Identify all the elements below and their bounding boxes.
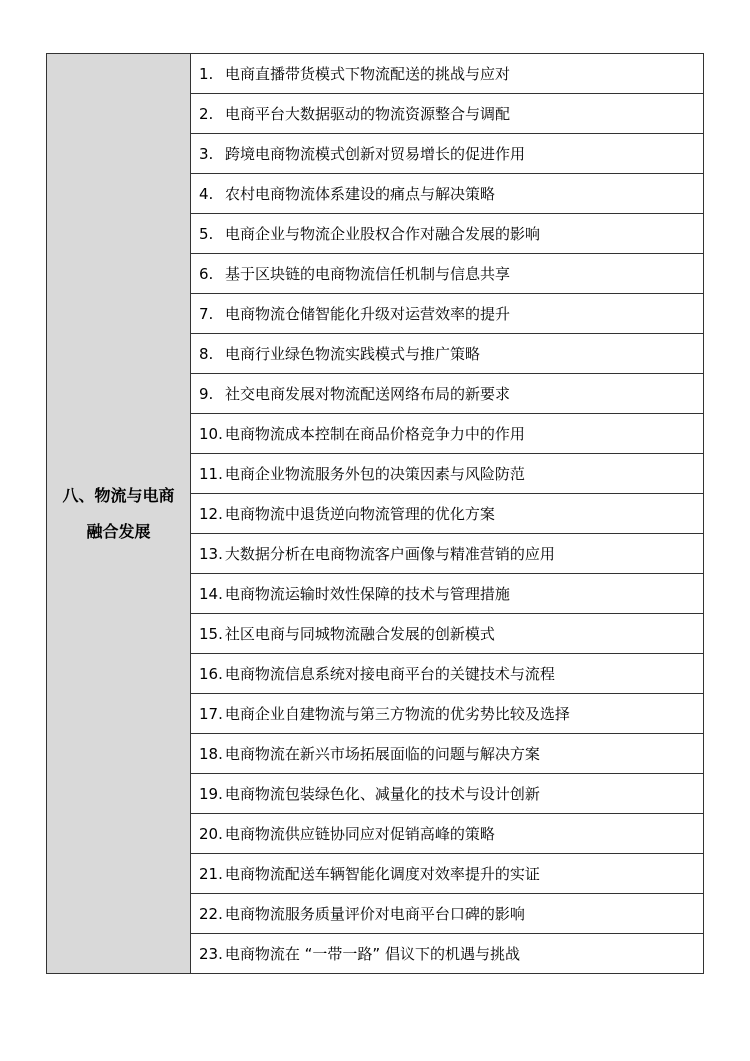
- topic-table-body: [47, 54, 704, 974]
- topic-number: 20.: [199, 825, 223, 843]
- topic-cell: [191, 774, 704, 814]
- topic-title: 电商物流成本控制在商品价格竞争力中的作用: [224, 425, 525, 443]
- topic-cell: [191, 134, 704, 174]
- topic-cell: [191, 54, 704, 94]
- topic-title: 电商企业物流服务外包的决策因素与风险防范: [224, 465, 525, 483]
- topic-title: 电商行业绿色物流实践模式与推广策略: [225, 345, 481, 363]
- topic-number: 18.: [199, 745, 223, 763]
- topic-number: 5.: [199, 225, 214, 243]
- topic-number: 7.: [199, 305, 214, 323]
- topic-number: 3.: [199, 145, 214, 163]
- topic-number: 17.: [199, 705, 223, 723]
- topic-cell: [191, 894, 704, 934]
- topic-title: 电商物流包装绿色化、减量化的技术与设计创新: [224, 785, 540, 803]
- topic-cell: [191, 174, 704, 214]
- topic-title: 电商物流仓储智能化升级对运营效率的提升: [225, 305, 511, 323]
- topic-cell: [191, 814, 704, 854]
- category-title-line1: 八、物流与电商: [62, 485, 175, 505]
- category-title-line2: 融合发展: [86, 521, 151, 541]
- topic-cell: [191, 734, 704, 774]
- topic-title: 农村电商物流体系建设的痛点与解决策略: [225, 185, 496, 203]
- topic-number: 15.: [199, 625, 223, 643]
- topic-cell: [191, 454, 704, 494]
- topic-cell: [191, 294, 704, 334]
- topic-cell: [191, 934, 704, 974]
- topic-number: 1.: [199, 65, 214, 83]
- topic-cell: [191, 614, 704, 654]
- topic-title: 电商物流配送车辆智能化调度对效率提升的实证: [224, 865, 540, 883]
- topic-cell: [191, 254, 704, 294]
- topic-cell: [191, 654, 704, 694]
- topic-cell: [191, 694, 704, 734]
- topic-title: 电商物流在 “一带一路” 倡议下的机遇与挑战: [224, 945, 520, 963]
- topic-cell: [191, 334, 704, 374]
- topic-title: 电商企业与物流企业股权合作对融合发展的影响: [225, 225, 541, 243]
- topic-cell: [191, 374, 704, 414]
- topic-title: 社区电商与同城物流融合发展的创新模式: [224, 625, 495, 643]
- topic-cell: [191, 94, 704, 134]
- topic-cell: [191, 574, 704, 614]
- topic-title: 电商物流供应链协同应对促销高峰的策略: [224, 825, 495, 843]
- topic-number: 10.: [199, 425, 223, 443]
- topic-title: 电商直播带货模式下物流配送的挑战与应对: [225, 65, 511, 83]
- table-row: [47, 54, 704, 94]
- topic-title: 电商物流运输时效性保障的技术与管理措施: [224, 585, 510, 603]
- topic-title: 基于区块链的电商物流信任机制与信息共享: [225, 265, 511, 283]
- topic-number: 2.: [199, 105, 214, 123]
- topic-number: 12.: [199, 505, 223, 523]
- topic-number: 16.: [199, 665, 223, 683]
- topic-cell: [191, 214, 704, 254]
- topic-title: 电商物流服务质量评价对电商平台口碑的影响: [224, 905, 525, 923]
- topic-number: 8.: [199, 345, 214, 363]
- topic-number: 14.: [199, 585, 223, 603]
- topic-title: 大数据分析在电商物流客户画像与精准营销的应用: [224, 545, 555, 563]
- topic-number: 19.: [199, 785, 223, 803]
- topic-cell: [191, 494, 704, 534]
- topic-table: [46, 53, 704, 974]
- topic-title: 电商企业自建物流与第三方物流的优劣势比较及选择: [224, 705, 570, 723]
- topic-cell: [191, 414, 704, 454]
- topic-number: 6.: [199, 265, 214, 283]
- topic-number: 11.: [199, 465, 223, 483]
- topic-number: 4.: [199, 185, 214, 203]
- category-cell: [47, 54, 191, 974]
- topic-cell: [191, 534, 704, 574]
- topic-title: 跨境电商物流模式创新对贸易增长的促进作用: [225, 145, 526, 163]
- topic-number: 22.: [199, 905, 223, 923]
- topic-number: 21.: [199, 865, 223, 883]
- topic-number: 9.: [199, 385, 214, 403]
- topic-cell: [191, 854, 704, 894]
- topic-title: 社交电商发展对物流配送网络布局的新要求: [225, 385, 511, 403]
- topic-title: 电商平台大数据驱动的物流资源整合与调配: [225, 105, 511, 123]
- topic-title: 电商物流信息系统对接电商平台的关键技术与流程: [224, 665, 555, 683]
- topic-number: 23.: [199, 945, 223, 963]
- topic-title: 电商物流在新兴市场拓展面临的问题与解决方案: [224, 745, 540, 763]
- topic-number: 13.: [199, 545, 223, 563]
- topic-title: 电商物流中退货逆向物流管理的优化方案: [224, 505, 495, 523]
